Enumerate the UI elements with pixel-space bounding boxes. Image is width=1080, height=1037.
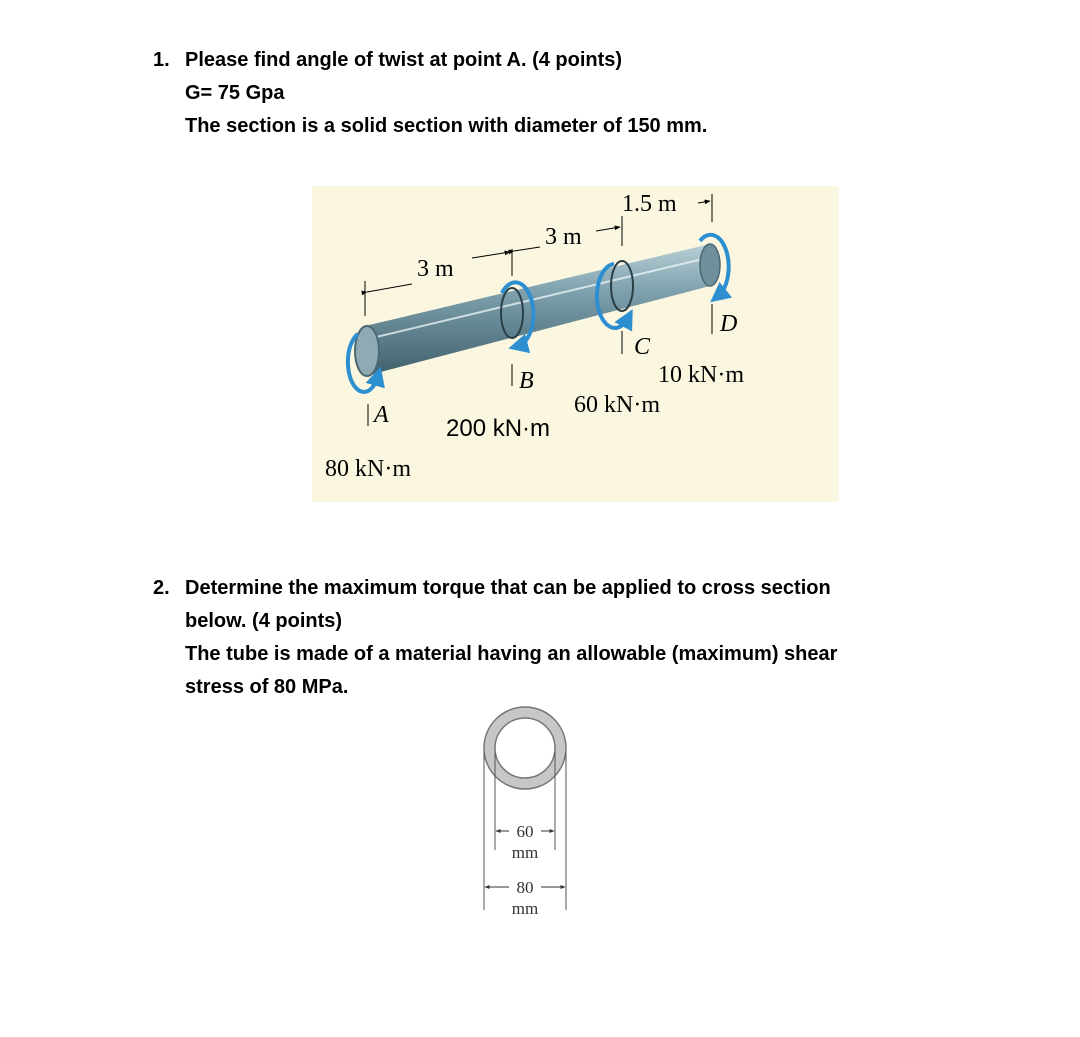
torque-a-label: 80 kN·m	[325, 456, 411, 482]
torque-c-label: 60 kN·m	[574, 392, 660, 418]
point-b-label: B	[519, 368, 534, 394]
shaft-end-a	[355, 326, 379, 376]
dimension-cd-label: 1.5 m	[622, 191, 677, 217]
dimension-bc-label: 3 m	[545, 224, 582, 250]
section-description: The section is a solid section with diameter of 150 mm.	[185, 115, 708, 137]
shaft-end-d	[700, 244, 720, 286]
point-a-label: A	[374, 402, 389, 428]
question-2-text-line-1: Determine the maximum torque that can be applied to cross section	[185, 577, 831, 599]
question-1	[153, 44, 707, 143]
question-2-text-line-3: The tube is made of a material having an allowable (maximum) shear	[185, 643, 838, 665]
question-2-first-line	[153, 572, 837, 605]
question-2-text-line-4: stress of 80 MPa.	[185, 676, 349, 698]
shear-modulus-text: G= 75 Gpa	[185, 82, 285, 104]
dimension-ab-label: 3 m	[417, 256, 454, 282]
tube-inner-bore	[495, 718, 555, 778]
inner-diameter-value: 60	[516, 822, 534, 841]
tube-cross-section-figure	[470, 700, 580, 925]
torque-b-label: 200 kN·m	[446, 415, 551, 442]
question-2-number: 2.	[153, 577, 170, 599]
outer-diameter-value: 80	[516, 878, 534, 897]
question-2-text-line-2: below. (4 points)	[185, 610, 343, 632]
outer-diameter-unit: mm	[511, 899, 539, 918]
shaft-figure	[312, 186, 839, 502]
question-1-title-line	[153, 44, 707, 77]
point-c-label: C	[634, 334, 651, 360]
inner-diameter-unit: mm	[511, 843, 539, 862]
question-1-title: Please find angle of twist at point A. (4 points)	[185, 49, 623, 71]
question-2	[153, 572, 837, 704]
question-1-number: 1.	[153, 49, 170, 71]
point-d-label: D	[720, 311, 738, 337]
torque-d-label: 10 kN·m	[658, 362, 744, 388]
